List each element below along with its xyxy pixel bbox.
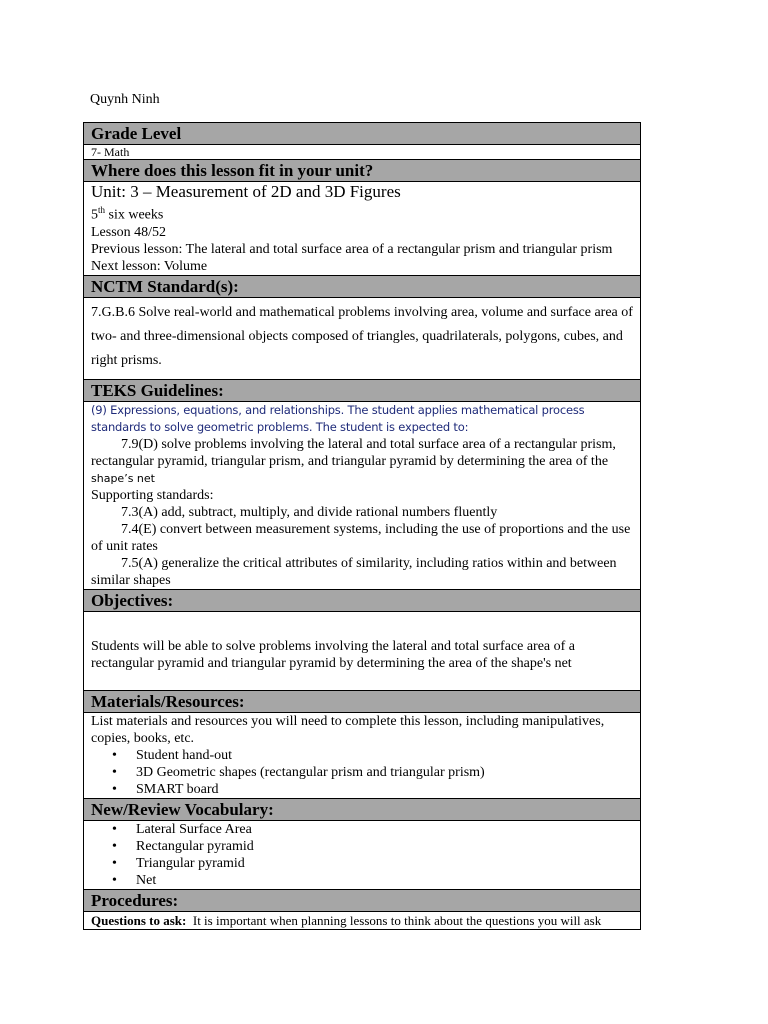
teks-intro: (9) Expressions, equations, and relationships. The student applies mathematical process standards to solve geometric problems. The student is expected to: [91, 402, 585, 434]
next-lesson: Next lesson: Volume [91, 258, 208, 274]
lesson-plan-table [83, 122, 641, 930]
procedures-header: Procedures: [84, 890, 640, 912]
procedures-section [84, 912, 640, 929]
nctm-standards-header: NCTM Standard(s): [84, 276, 640, 298]
materials-header: Materials/Resources: [84, 691, 640, 713]
list-item: • Net [136, 872, 633, 889]
supporting-standard-1: 7.3(A) add, subtract, multiply, and divide rational numbers fluently [121, 504, 498, 520]
previous-lesson: Previous lesson: The lateral and total surface area of a rectangular prism and triangular prism [91, 241, 613, 257]
unit-title: Unit: 3 – Measurement of 2D and 3D Figures [91, 182, 401, 201]
list-item: • SMART board [136, 781, 633, 798]
author-name: Quynh Ninh [90, 92, 160, 107]
six-weeks-line [91, 202, 633, 224]
procedures-text: It is important when planning lessons to think about the questions you will ask [186, 912, 602, 928]
list-item: • Lateral Surface Area [136, 821, 633, 838]
supporting-standard-3: 7.5(A) generalize the critical attributes of similarity, including ratios within and between [121, 555, 617, 571]
teks-guidelines-header: TEKS Guidelines: [84, 380, 640, 402]
list-item: • 3D Geometric shapes (rectangular prism and triangular prism) [136, 764, 633, 781]
materials-list [91, 747, 633, 798]
six-weeks-ordinal: th [98, 205, 106, 215]
unit-fit-section [84, 182, 640, 276]
unit-fit-header: Where does this lesson fit in your unit? [84, 160, 640, 182]
supporting-standards-label: Supporting standards: [91, 487, 214, 503]
list-item: • Student hand-out [136, 747, 633, 764]
teks-main-text: 7.9(D) solve problems involving the lateral and total surface area of a rectangular prism, rectangular pyramid, triangular prism, and triangular pyramid by determining the area of the [91, 436, 616, 469]
supporting-standard-2: 7.4(E) convert between measurement systems, including the use of proportions and the use [121, 521, 631, 537]
teks-main-tail: shape’s net [91, 471, 155, 485]
supporting-standard-3-cont: similar shapes [91, 572, 171, 588]
vocabulary-list [91, 821, 633, 889]
supporting-standard-2-cont: of unit rates [91, 538, 158, 554]
vocabulary-header: New/Review Vocabulary: [84, 799, 640, 821]
objectives-text: Students will be able to solve problems involving the lateral and total surface area of a rectangular pyramid and triangular pyramid by determining the area of the shape's net [84, 612, 640, 691]
questions-label: Questions to ask: [91, 912, 187, 928]
six-weeks-number: 5 [91, 207, 98, 223]
list-item: • Rectangular pyramid [136, 838, 633, 855]
materials-section [84, 713, 640, 799]
materials-intro: List materials and resources you will need to complete this lesson, including manipulatives, copies, books, etc. [91, 713, 605, 746]
list-item: • Triangular pyramid [136, 855, 633, 872]
objectives-header: Objectives: [84, 590, 640, 612]
grade-level-header: Grade Level [84, 123, 640, 145]
teks-main-standard [91, 436, 633, 487]
six-weeks-text: six weeks [105, 207, 164, 223]
vocabulary-section [84, 821, 640, 890]
grade-level-value: 7- Math [84, 145, 640, 160]
teks-section [84, 402, 640, 590]
nctm-standard-text: 7.G.B.6 Solve real-world and mathematical problems involving area, volume and surface area of two- and three-dimensional objects composed of triangles, quadrilaterals, polygons, cubes, and right prisms. [84, 298, 640, 380]
lesson-number: Lesson 48/52 [91, 224, 167, 240]
